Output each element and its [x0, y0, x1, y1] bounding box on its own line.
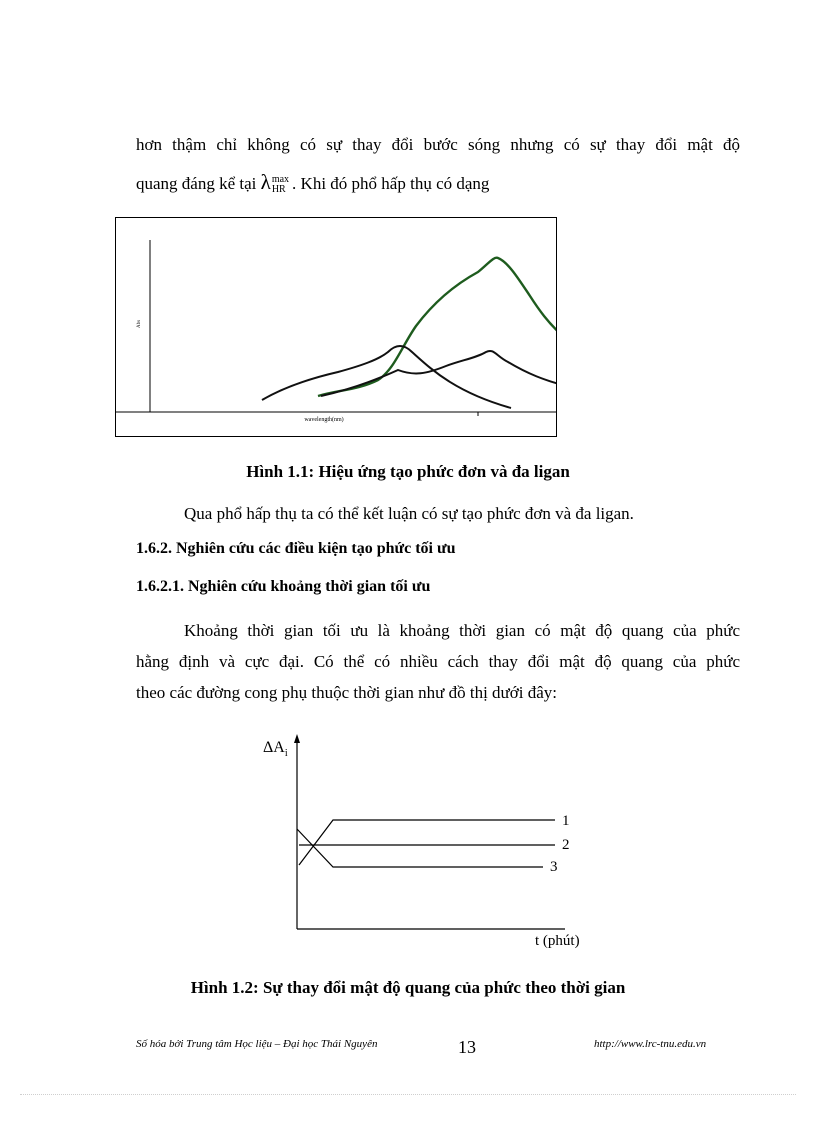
lambda-superscript: max — [271, 174, 290, 186]
section-heading-1-6-2: 1.6.2. Nghiên cứu các điều kiện tạo phức tối ưu — [136, 540, 456, 557]
figure-2-y-arrow — [294, 734, 300, 743]
paragraph-1-line-1: hơn thậm chỉ không có sự thay đổi bước sóng nhưng có sự thay đổi mật độ — [136, 135, 740, 154]
section-heading-1-6-2-1: 1.6.2.1. Nghiên cứu khoảng thời gian tối ưu — [136, 578, 431, 595]
figure-1-caption: Hình 1.1: Hiệu ứng tạo phức đơn và đa ligan — [246, 462, 570, 481]
figure-1-ylabel: Abs — [137, 319, 142, 328]
paragraph-3-line-2: hằng định và cực đại. Có thể có nhiều cách thay đổi mật độ quang của phức — [136, 652, 740, 671]
footer-url[interactable]: http://www.lrc-tnu.edu.vn — [594, 1038, 707, 1050]
figure-2-label-3: 3 — [550, 859, 558, 875]
figure-1-curve-ligand-2 — [321, 351, 556, 406]
figure-2-xlabel: t (phút) — [535, 933, 580, 949]
paragraph-1-line-2 — [136, 166, 740, 200]
page-bottom-rule — [20, 1094, 796, 1095]
paragraph-3-line-1: Khoảng thời gian tối ưu là khoảng thời gian có mật độ quang của phức — [184, 621, 740, 640]
text-before-lambda: quang đáng kể tại — [136, 174, 257, 193]
lambda-subscript: HR — [271, 184, 286, 196]
figure-1-curve-ligand-1 — [262, 346, 511, 408]
figure-1-spectra — [116, 218, 556, 436]
figure-1-curve-complex — [318, 258, 556, 396]
lambda-indices — [272, 175, 289, 195]
figure-2-curve-3 — [297, 829, 543, 867]
figure-2-label-1: 1 — [562, 813, 570, 829]
figure-2-chart — [250, 728, 630, 958]
paragraph-3-line-3: theo các đường cong phụ thuộc thời gian như đồ thị dưới đây: — [136, 683, 557, 702]
lambda-symbol: λ — [260, 170, 271, 194]
figure-2-curve-1 — [299, 820, 555, 865]
page-number: 13 — [458, 1037, 476, 1057]
paragraph-2: Qua phổ hấp thụ ta có thể kết luận có sự tạo phức đơn và đa ligan. — [184, 504, 634, 523]
figure-1-xlabel: wavelength(nm) — [304, 417, 344, 423]
figure-2-label-2: 2 — [562, 837, 570, 853]
figure-2-ylabel: $\Delta A_i$ — [263, 739, 288, 759]
text-after-lambda: . Khi đó phổ hấp thụ có dạng — [292, 174, 490, 193]
footer-source: Số hóa bởi Trung tâm Học liệu – Đại học Thái Nguyên — [136, 1038, 378, 1050]
figure-2-caption: Hình 1.2: Sự thay đổi mật độ quang của phức theo thời gian — [190, 978, 626, 997]
figure-1-frame — [115, 217, 557, 437]
